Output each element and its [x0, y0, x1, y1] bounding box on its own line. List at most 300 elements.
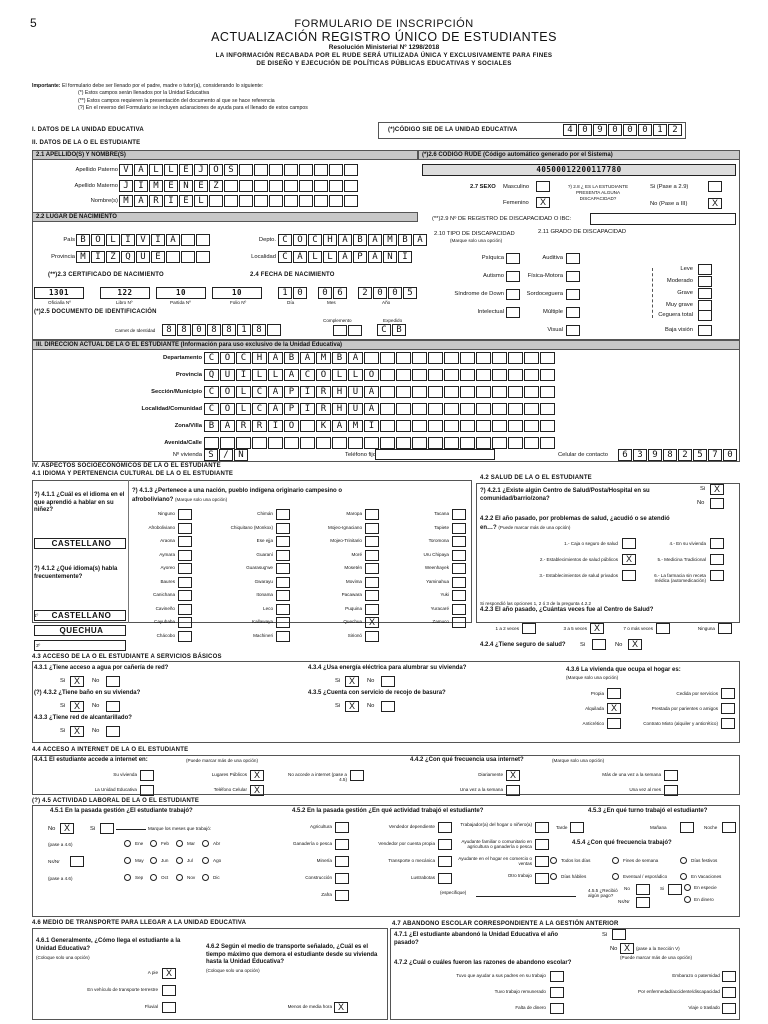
nation-checkbox[interactable]: X: [365, 617, 379, 628]
address-cell[interactable]: [460, 403, 475, 415]
local-cell[interactable]: C: [278, 251, 292, 263]
materno-cell[interactable]: [224, 180, 238, 192]
tel-box[interactable]: [375, 449, 495, 460]
materno-cell[interactable]: E: [164, 180, 178, 192]
nation-checkbox[interactable]: [276, 604, 290, 615]
nombre-cells[interactable]: [119, 195, 359, 207]
address-cell[interactable]: [428, 352, 443, 364]
ci-cell[interactable]: 1: [237, 324, 251, 336]
q434-no-box[interactable]: [381, 676, 395, 687]
local-cell[interactable]: A: [368, 251, 382, 263]
internet-freq-checkbox[interactable]: [664, 785, 678, 796]
address-cell[interactable]: A: [268, 386, 283, 398]
pais-cell[interactable]: [196, 234, 210, 246]
celular-cell[interactable]: 7: [708, 449, 722, 461]
pais-cell[interactable]: I: [121, 234, 135, 246]
grado-disc-checkbox[interactable]: [698, 276, 712, 287]
address-cell[interactable]: [476, 403, 491, 415]
sie-code-cell[interactable]: 0: [608, 124, 622, 136]
address-cell[interactable]: L: [348, 369, 363, 381]
reason-checkbox[interactable]: [722, 1003, 736, 1014]
q471-si-box[interactable]: [612, 929, 626, 940]
nation-checkbox[interactable]: [178, 590, 192, 601]
health-option-checkbox[interactable]: [710, 570, 724, 581]
nation-checkbox[interactable]: [178, 577, 192, 588]
paterno-cell[interactable]: L: [149, 164, 163, 176]
internet-freq-checkbox[interactable]: [506, 785, 520, 796]
materno-cell[interactable]: [314, 180, 328, 192]
paterno-cell[interactable]: [314, 164, 328, 176]
nombre-cell[interactable]: [224, 195, 238, 207]
materno-cell[interactable]: [254, 180, 268, 192]
job-checkbox[interactable]: [535, 822, 549, 833]
paterno-cell[interactable]: S: [224, 164, 238, 176]
address-cell[interactable]: K: [316, 420, 331, 432]
comp-box-1[interactable]: [333, 325, 347, 336]
work-freq-radio[interactable]: [550, 857, 557, 864]
paterno-cell[interactable]: A: [134, 164, 148, 176]
materno-cell[interactable]: [344, 180, 358, 192]
address-cell[interactable]: R: [316, 386, 331, 398]
address-cell[interactable]: [540, 386, 555, 398]
vision-checkbox[interactable]: [698, 310, 712, 321]
address-cell[interactable]: C: [204, 403, 219, 415]
dia-cell[interactable]: 1: [278, 287, 292, 299]
address-cell[interactable]: A: [268, 352, 283, 364]
local-cells[interactable]: [278, 251, 413, 263]
address-cell[interactable]: [460, 369, 475, 381]
local-cell[interactable]: A: [338, 251, 352, 263]
nombre-cell[interactable]: [344, 195, 358, 207]
q431-no-box[interactable]: [106, 676, 120, 687]
address-cell[interactable]: I: [236, 369, 251, 381]
address-cell[interactable]: O: [220, 403, 235, 415]
pago-dinero-radio[interactable]: [684, 896, 691, 903]
tipo-disc-checkbox[interactable]: [566, 271, 580, 282]
local-cell[interactable]: P: [353, 251, 367, 263]
address-cell[interactable]: [348, 437, 363, 449]
materno-cells[interactable]: [119, 180, 359, 192]
house-checkbox[interactable]: X: [607, 703, 621, 714]
nombre-cell[interactable]: R: [149, 195, 163, 207]
address-cell[interactable]: [396, 420, 411, 432]
q435-no-box[interactable]: [381, 701, 395, 712]
address-cell[interactable]: [364, 352, 379, 364]
nation-checkbox[interactable]: [452, 536, 466, 547]
job-checkbox[interactable]: [335, 822, 349, 833]
grado-disc-checkbox[interactable]: [698, 288, 712, 299]
address-cell[interactable]: O: [284, 420, 299, 432]
depto-cells[interactable]: [278, 234, 428, 246]
address-cell[interactable]: R: [316, 403, 331, 415]
lang-a-box[interactable]: CASTELLANO: [34, 610, 126, 621]
address-cell[interactable]: [540, 369, 555, 381]
lang-c-box[interactable]: [34, 640, 126, 651]
internet-place-checkbox[interactable]: X: [250, 770, 264, 781]
q451-si-box[interactable]: [100, 823, 114, 834]
q471-no-box[interactable]: X: [620, 943, 634, 954]
internet-place-checkbox[interactable]: [350, 770, 364, 781]
anio-cells[interactable]: [358, 287, 418, 299]
address-cell[interactable]: [396, 403, 411, 415]
address-cell[interactable]: [444, 386, 459, 398]
address-cell[interactable]: [396, 352, 411, 364]
ci-cell[interactable]: 8: [177, 324, 191, 336]
local-cell[interactable]: A: [293, 251, 307, 263]
anio-cell[interactable]: 0: [388, 287, 402, 299]
q434-si-box[interactable]: X: [345, 676, 359, 687]
month-radio[interactable]: [202, 840, 209, 847]
q451-no-box[interactable]: X: [60, 823, 74, 834]
address-cell[interactable]: [412, 352, 427, 364]
vision-checkbox[interactable]: [698, 325, 712, 336]
reason-checkbox[interactable]: [722, 971, 736, 982]
address-cell[interactable]: Q: [204, 369, 219, 381]
depto-cell[interactable]: C: [278, 234, 292, 246]
nation-checkbox[interactable]: [276, 577, 290, 588]
comp-box-2[interactable]: [348, 325, 362, 336]
sie-code-cell[interactable]: 0: [638, 124, 652, 136]
q424-no-box[interactable]: X: [628, 639, 642, 650]
address-cell[interactable]: [284, 437, 299, 449]
address-cell[interactable]: [540, 352, 555, 364]
address-cell[interactable]: [380, 403, 395, 415]
reason-checkbox[interactable]: [550, 987, 564, 998]
nation-checkbox[interactable]: [452, 563, 466, 574]
q432-no-box[interactable]: [106, 701, 120, 712]
work-freq-radio[interactable]: [612, 857, 619, 864]
nation-checkbox[interactable]: [276, 563, 290, 574]
celular-cell[interactable]: 9: [648, 449, 662, 461]
tipo-disc-checkbox[interactable]: [506, 289, 520, 300]
address-cell[interactable]: [524, 386, 539, 398]
work-freq-radio[interactable]: [680, 857, 687, 864]
pais-cell[interactable]: [181, 234, 195, 246]
address-cell[interactable]: [364, 437, 379, 449]
nombre-cell[interactable]: M: [119, 195, 133, 207]
nombre-cell[interactable]: [269, 195, 283, 207]
address-cell[interactable]: U: [348, 403, 363, 415]
address-cell[interactable]: B: [204, 420, 219, 432]
depto-cell[interactable]: B: [398, 234, 412, 246]
address-cell[interactable]: O: [364, 369, 379, 381]
address-cell[interactable]: [492, 420, 507, 432]
address-cell[interactable]: [444, 420, 459, 432]
turno-checkbox[interactable]: [570, 822, 584, 833]
ci-cell[interactable]: 8: [252, 324, 266, 336]
address-cell[interactable]: [460, 386, 475, 398]
nombre-cell[interactable]: [209, 195, 223, 207]
health-option-checkbox[interactable]: [710, 554, 724, 565]
address-cells[interactable]: [204, 386, 556, 398]
materno-cell[interactable]: N: [179, 180, 193, 192]
address-cell[interactable]: [524, 369, 539, 381]
address-cell[interactable]: [300, 420, 315, 432]
masc-checkbox[interactable]: [536, 181, 550, 192]
address-cell[interactable]: [492, 369, 507, 381]
tiempo-checkbox[interactable]: X: [334, 1002, 348, 1013]
celular-cell[interactable]: 2: [678, 449, 692, 461]
local-cell[interactable]: N: [383, 251, 397, 263]
address-cell[interactable]: P: [284, 386, 299, 398]
paterno-cell[interactable]: [269, 164, 283, 176]
tipo-disc-checkbox[interactable]: [566, 307, 580, 318]
health-option-checkbox[interactable]: [622, 570, 636, 581]
prov-cell[interactable]: I: [91, 251, 105, 263]
nation-checkbox[interactable]: [452, 577, 466, 588]
nation-checkbox[interactable]: [452, 550, 466, 561]
anio-cell[interactable]: 2: [358, 287, 372, 299]
transport-checkbox[interactable]: X: [162, 968, 176, 979]
nation-checkbox[interactable]: [276, 536, 290, 547]
visits-checkbox[interactable]: X: [590, 623, 604, 634]
address-cell[interactable]: [396, 386, 411, 398]
address-cell[interactable]: [204, 437, 219, 449]
address-cell[interactable]: [508, 420, 523, 432]
job-checkbox[interactable]: [535, 839, 549, 850]
materno-cell[interactable]: [329, 180, 343, 192]
address-cell[interactable]: C: [236, 352, 251, 364]
sie-code-cell[interactable]: 9: [593, 124, 607, 136]
job-checkbox[interactable]: [438, 873, 452, 884]
depto-cell[interactable]: M: [383, 234, 397, 246]
house-checkbox[interactable]: [721, 688, 735, 699]
house-checkbox[interactable]: [721, 718, 735, 729]
dia-cells[interactable]: [278, 287, 308, 299]
job-checkbox[interactable]: [335, 839, 349, 850]
address-cell[interactable]: U: [220, 369, 235, 381]
internet-place-checkbox[interactable]: X: [250, 785, 264, 796]
nombre-cell[interactable]: E: [179, 195, 193, 207]
nation-checkbox[interactable]: [276, 550, 290, 561]
nombre-cell[interactable]: [299, 195, 313, 207]
depto-cell[interactable]: B: [353, 234, 367, 246]
pais-cells[interactable]: [76, 234, 211, 246]
address-cell[interactable]: [508, 386, 523, 398]
ci-cell[interactable]: [267, 324, 281, 336]
address-cells[interactable]: [204, 369, 556, 381]
month-radio[interactable]: [124, 840, 131, 847]
paterno-cell[interactable]: O: [209, 164, 223, 176]
month-radio[interactable]: [176, 874, 183, 881]
nation-checkbox[interactable]: [178, 604, 192, 615]
address-cell[interactable]: I: [268, 420, 283, 432]
work-freq-radio[interactable]: [680, 873, 687, 880]
address-cell[interactable]: I: [364, 420, 379, 432]
address-cell[interactable]: [444, 403, 459, 415]
prov-cell[interactable]: Q: [121, 251, 135, 263]
ibc-box[interactable]: [590, 213, 736, 225]
health-option-checkbox[interactable]: [622, 538, 636, 549]
nation-checkbox[interactable]: [452, 604, 466, 615]
depto-cell[interactable]: C: [308, 234, 322, 246]
nation-checkbox[interactable]: [276, 631, 290, 642]
grado-disc-checkbox[interactable]: [698, 264, 712, 275]
celular-cell[interactable]: 3: [633, 449, 647, 461]
address-cell[interactable]: [524, 352, 539, 364]
address-cell[interactable]: L: [252, 369, 267, 381]
address-cell[interactable]: U: [348, 386, 363, 398]
depto-cell[interactable]: A: [338, 234, 352, 246]
celular-cell[interactable]: 6: [618, 449, 632, 461]
address-cell[interactable]: [508, 352, 523, 364]
oficialia-box[interactable]: 1301: [34, 287, 84, 299]
nombre-cell[interactable]: [239, 195, 253, 207]
tipo-disc-checkbox[interactable]: [506, 253, 520, 264]
pais-cell[interactable]: O: [91, 234, 105, 246]
anio-cell[interactable]: 0: [373, 287, 387, 299]
transport-checkbox[interactable]: [162, 1002, 176, 1013]
address-cell[interactable]: A: [364, 386, 379, 398]
nation-checkbox[interactable]: [276, 509, 290, 520]
address-cell[interactable]: [268, 437, 283, 449]
ci-cell[interactable]: 8: [222, 324, 236, 336]
ci-cells[interactable]: [162, 324, 282, 336]
transport-checkbox[interactable]: [162, 985, 176, 996]
nation-checkbox[interactable]: [178, 631, 192, 642]
partida-box[interactable]: 10: [156, 287, 206, 299]
address-cell[interactable]: [540, 420, 555, 432]
address-cell[interactable]: [396, 437, 411, 449]
address-cell[interactable]: M: [348, 420, 363, 432]
nombre-cell[interactable]: I: [164, 195, 178, 207]
lang1-box[interactable]: CASTELLANO: [34, 538, 126, 549]
pago-especie-radio[interactable]: [684, 884, 691, 891]
address-cell[interactable]: [460, 437, 475, 449]
job-checkbox[interactable]: [335, 890, 349, 901]
paterno-cell[interactable]: [299, 164, 313, 176]
address-cell[interactable]: C: [252, 386, 267, 398]
job-checkbox[interactable]: [335, 873, 349, 884]
house-checkbox[interactable]: [721, 703, 735, 714]
tipo-disc-checkbox[interactable]: [566, 253, 580, 264]
internet-place-checkbox[interactable]: [140, 770, 154, 781]
health-option-checkbox[interactable]: X: [622, 554, 636, 565]
prov-cells[interactable]: [76, 251, 211, 263]
work-freq-radio[interactable]: [612, 873, 619, 880]
address-cell[interactable]: H: [332, 403, 347, 415]
address-cell[interactable]: P: [284, 403, 299, 415]
materno-cell[interactable]: Z: [209, 180, 223, 192]
nombre-cell[interactable]: [254, 195, 268, 207]
exp-cells[interactable]: [377, 324, 407, 336]
sie-code-cell[interactable]: 2: [668, 124, 682, 136]
pais-cell[interactable]: I: [151, 234, 165, 246]
address-cell[interactable]: I: [300, 386, 315, 398]
address-cell[interactable]: [476, 386, 491, 398]
sie-code-cell[interactable]: 1: [653, 124, 667, 136]
nation-checkbox[interactable]: [276, 617, 290, 628]
nation-checkbox[interactable]: [178, 563, 192, 574]
pais-cell[interactable]: V: [136, 234, 150, 246]
exp-cell[interactable]: B: [392, 324, 406, 336]
job-checkbox[interactable]: [535, 856, 549, 867]
address-cell[interactable]: [428, 420, 443, 432]
paterno-cell[interactable]: [254, 164, 268, 176]
address-cell[interactable]: [332, 437, 347, 449]
pago-nsnr-box[interactable]: [636, 897, 650, 908]
address-cell[interactable]: [428, 386, 443, 398]
materno-cell[interactable]: [269, 180, 283, 192]
q431-si-box[interactable]: X: [70, 676, 84, 687]
prov-cell[interactable]: U: [136, 251, 150, 263]
pago-si-box[interactable]: [668, 884, 682, 895]
depto-cell[interactable]: A: [368, 234, 382, 246]
address-cell[interactable]: [380, 386, 395, 398]
q432-si-box[interactable]: X: [70, 701, 84, 712]
address-cell[interactable]: [252, 437, 267, 449]
job-checkbox[interactable]: [335, 856, 349, 867]
address-cell[interactable]: L: [332, 369, 347, 381]
address-cell[interactable]: [412, 437, 427, 449]
paterno-cell[interactable]: J: [194, 164, 208, 176]
month-radio[interactable]: [176, 857, 183, 864]
mes-cells[interactable]: [318, 287, 348, 299]
num-cells[interactable]: [204, 449, 249, 461]
address-cell[interactable]: [316, 437, 331, 449]
address-cell[interactable]: L: [236, 386, 251, 398]
materno-cell[interactable]: J: [119, 180, 133, 192]
pais-cell[interactable]: L: [106, 234, 120, 246]
paterno-cells[interactable]: [119, 164, 359, 176]
prov-cell[interactable]: M: [76, 251, 90, 263]
depto-cell[interactable]: A: [413, 234, 427, 246]
celular-cell[interactable]: 5: [693, 449, 707, 461]
address-cell[interactable]: [540, 437, 555, 449]
paterno-cell[interactable]: [329, 164, 343, 176]
nation-checkbox[interactable]: [452, 617, 466, 628]
q421-no-box[interactable]: [710, 498, 724, 509]
address-cell[interactable]: [412, 369, 427, 381]
prov-cell[interactable]: [166, 251, 180, 263]
cel-cells[interactable]: [618, 449, 738, 461]
nation-checkbox[interactable]: [178, 509, 192, 520]
address-cell[interactable]: C: [300, 369, 315, 381]
mes-cell[interactable]: 0: [318, 287, 332, 299]
depto-cell[interactable]: O: [293, 234, 307, 246]
address-cell[interactable]: [428, 369, 443, 381]
month-radio[interactable]: [150, 874, 157, 881]
job-checkbox[interactable]: [535, 873, 549, 884]
address-cell[interactable]: [524, 403, 539, 415]
tipo-disc-checkbox[interactable]: [506, 307, 520, 318]
folio-box[interactable]: 10: [212, 287, 262, 299]
address-cell[interactable]: [444, 369, 459, 381]
prov-cell[interactable]: E: [151, 251, 165, 263]
address-cell[interactable]: M: [316, 352, 331, 364]
address-cell[interactable]: [524, 437, 539, 449]
month-radio[interactable]: [202, 874, 209, 881]
address-cell[interactable]: A: [220, 420, 235, 432]
month-radio[interactable]: [150, 840, 157, 847]
mes-cell[interactable]: 6: [333, 287, 347, 299]
address-cell[interactable]: [380, 369, 395, 381]
address-cell[interactable]: H: [252, 352, 267, 364]
address-cell[interactable]: [396, 369, 411, 381]
nation-checkbox[interactable]: [178, 523, 192, 534]
month-radio[interactable]: [124, 874, 131, 881]
address-cell[interactable]: [380, 437, 395, 449]
address-cell[interactable]: [508, 369, 523, 381]
address-cell[interactable]: O: [220, 386, 235, 398]
pais-cell[interactable]: B: [76, 234, 90, 246]
q435-si-box[interactable]: X: [345, 701, 359, 712]
address-cell[interactable]: C: [252, 403, 267, 415]
nation-checkbox[interactable]: [178, 550, 192, 561]
internet-freq-checkbox[interactable]: [664, 770, 678, 781]
ns-nr-box[interactable]: [70, 856, 84, 867]
address-cell[interactable]: [428, 437, 443, 449]
